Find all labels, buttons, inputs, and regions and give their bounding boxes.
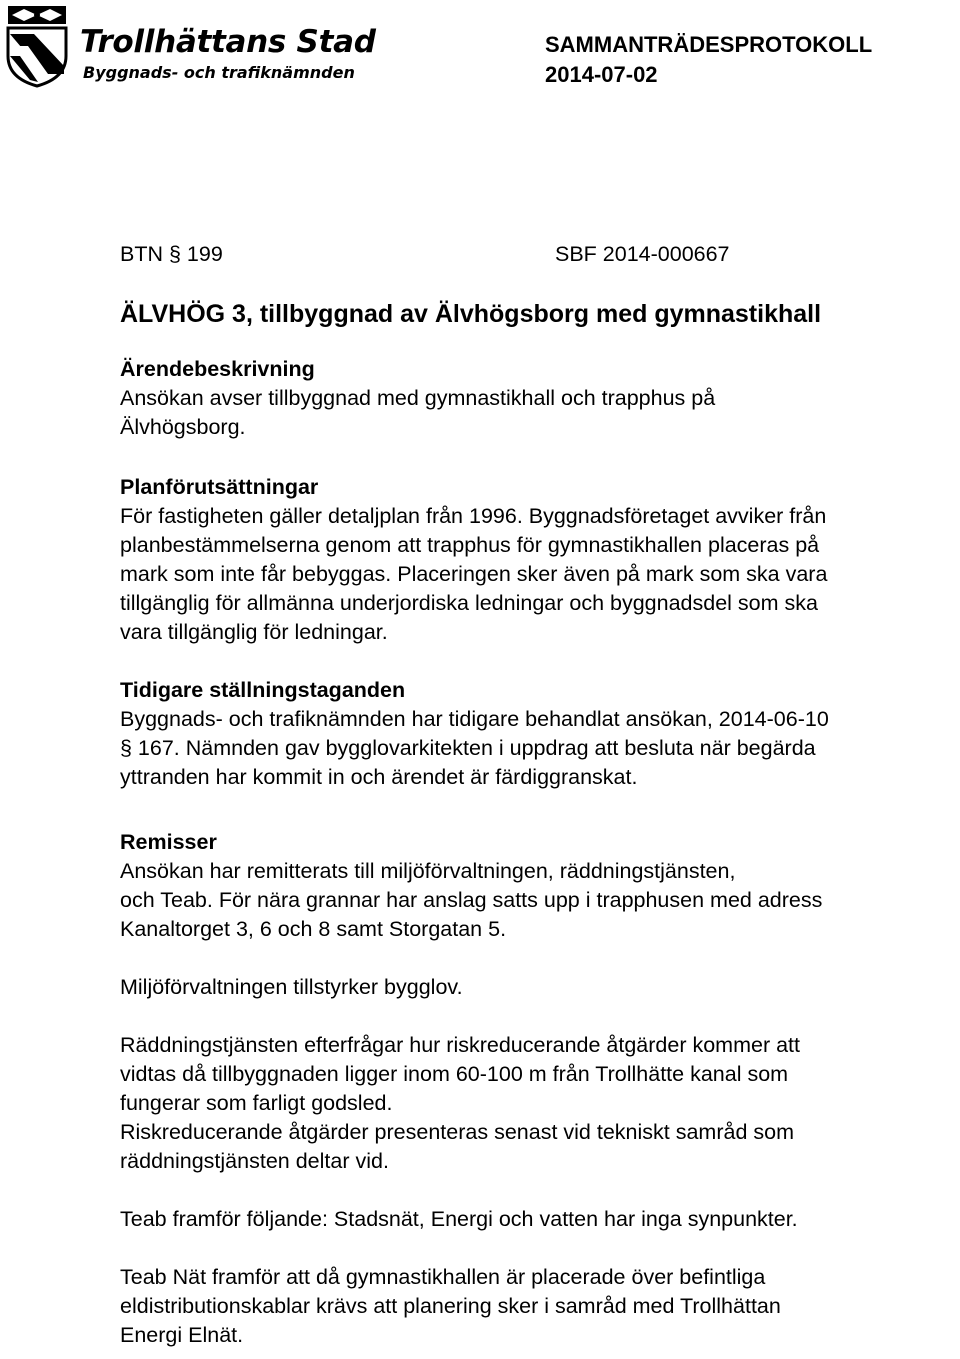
section-text-line: Kanaltorget 3, 6 och 8 samt Storgatan 5.	[120, 917, 507, 941]
case-number: SBF 2014-000667	[555, 242, 730, 266]
document-date: 2014-07-02	[545, 62, 658, 87]
paragraph-text-line: vidtas då tillbyggnaden ligger inom 60-100 m från Trollhätte kanal som	[120, 1062, 789, 1086]
section-text-line: planbestämmelserna genom att trapphus för gymnastikhallen placeras på	[120, 533, 820, 557]
section-text-line: För fastigheten gäller detaljplan från 1996. Byggnadsföretaget avviker från	[120, 504, 827, 528]
section-heading: Remisser	[120, 830, 217, 854]
section-text-line: Ansökan avser tillbyggnad med gymnastikhall och trapphus på	[120, 386, 716, 410]
section-text-line: yttranden har kommit in och ärendet är färdiggranskat.	[120, 765, 638, 789]
paragraph-text-line: eldistributionskablar krävs att planering sker i samråd med Trollhättan	[120, 1294, 781, 1318]
paragraph-raddningstjansten	[120, 1031, 940, 1176]
section-text-line: och Teab. För nära grannar har anslag satts upp i trapphusen med adress	[120, 888, 823, 912]
city-crest-logo	[4, 4, 70, 88]
protocol-body	[120, 240, 940, 1350]
paragraph-text-line: Räddningstjänsten efterfrågar hur riskreducerande åtgärder kommer att	[120, 1033, 800, 1057]
section-heading: Tidigare ställningstaganden	[120, 678, 406, 702]
section-text-line: § 167. Nämnden gav bygglovarkitekten i uppdrag att besluta när begärda	[120, 736, 816, 760]
page-header	[0, 0, 960, 100]
paragraph-text-line: Energi Elnät.	[120, 1323, 244, 1347]
section-tidigare-stallningstaganden	[120, 676, 940, 792]
section-text-line: Älvhögsborg.	[120, 415, 246, 439]
section-text-line: tillgänglig för allmänna underjordiska ledningar och byggnadsdel som ska	[120, 591, 818, 615]
section-text-line: vara tillgänglig för ledningar.	[120, 620, 388, 644]
paragraph-teab: Teab framför följande: Stadsnät, Energi och vatten har inga synpunkter.	[120, 1207, 798, 1231]
section-heading: Planförutsättningar	[120, 475, 319, 499]
section-planforutsattningar	[120, 473, 940, 647]
section-text-line: mark som inte får bebyggas. Placeringen sker även på mark som ska vara	[120, 562, 828, 586]
organization-name: Trollhättans Stad	[80, 24, 376, 60]
case-reference-row	[120, 240, 940, 269]
document-type: SAMMANTRÄDESPROTOKOLL	[545, 32, 873, 57]
paragraph-teab-nat	[120, 1263, 940, 1350]
paragraph-number: BTN § 199	[120, 242, 223, 266]
section-text-line: Byggnads- och trafiknämnden har tidigare behandlat ansökan, 2014-06-10	[120, 707, 829, 731]
paragraph-miljoforvaltningen: Miljöförvaltningen tillstyrker bygglov.	[120, 975, 463, 999]
paragraph-text-line: räddningstjänsten deltar vid.	[120, 1149, 389, 1173]
paragraph-text-line: Teab Nät framför att då gymnastikhallen är placerade över befintliga	[120, 1265, 766, 1289]
paragraph-text-line: Riskreducerande åtgärder presenteras senast vid tekniskt samråd som	[120, 1120, 794, 1144]
section-text-line: Ansökan har remitterats till miljöförvaltningen, räddningstjänsten,	[120, 859, 736, 883]
case-title: ÄLVHÖG 3, tillbyggnad av Älvhögsborg med gymnastikhall	[120, 300, 822, 328]
organization-committee: Byggnads- och trafiknämnden	[83, 63, 355, 82]
paragraph-text-line: fungerar som farligt godsled.	[120, 1091, 393, 1115]
section-remisser	[120, 828, 940, 944]
section-heading: Ärendebeskrivning	[120, 357, 315, 381]
section-arendebeskrivning	[120, 355, 940, 442]
